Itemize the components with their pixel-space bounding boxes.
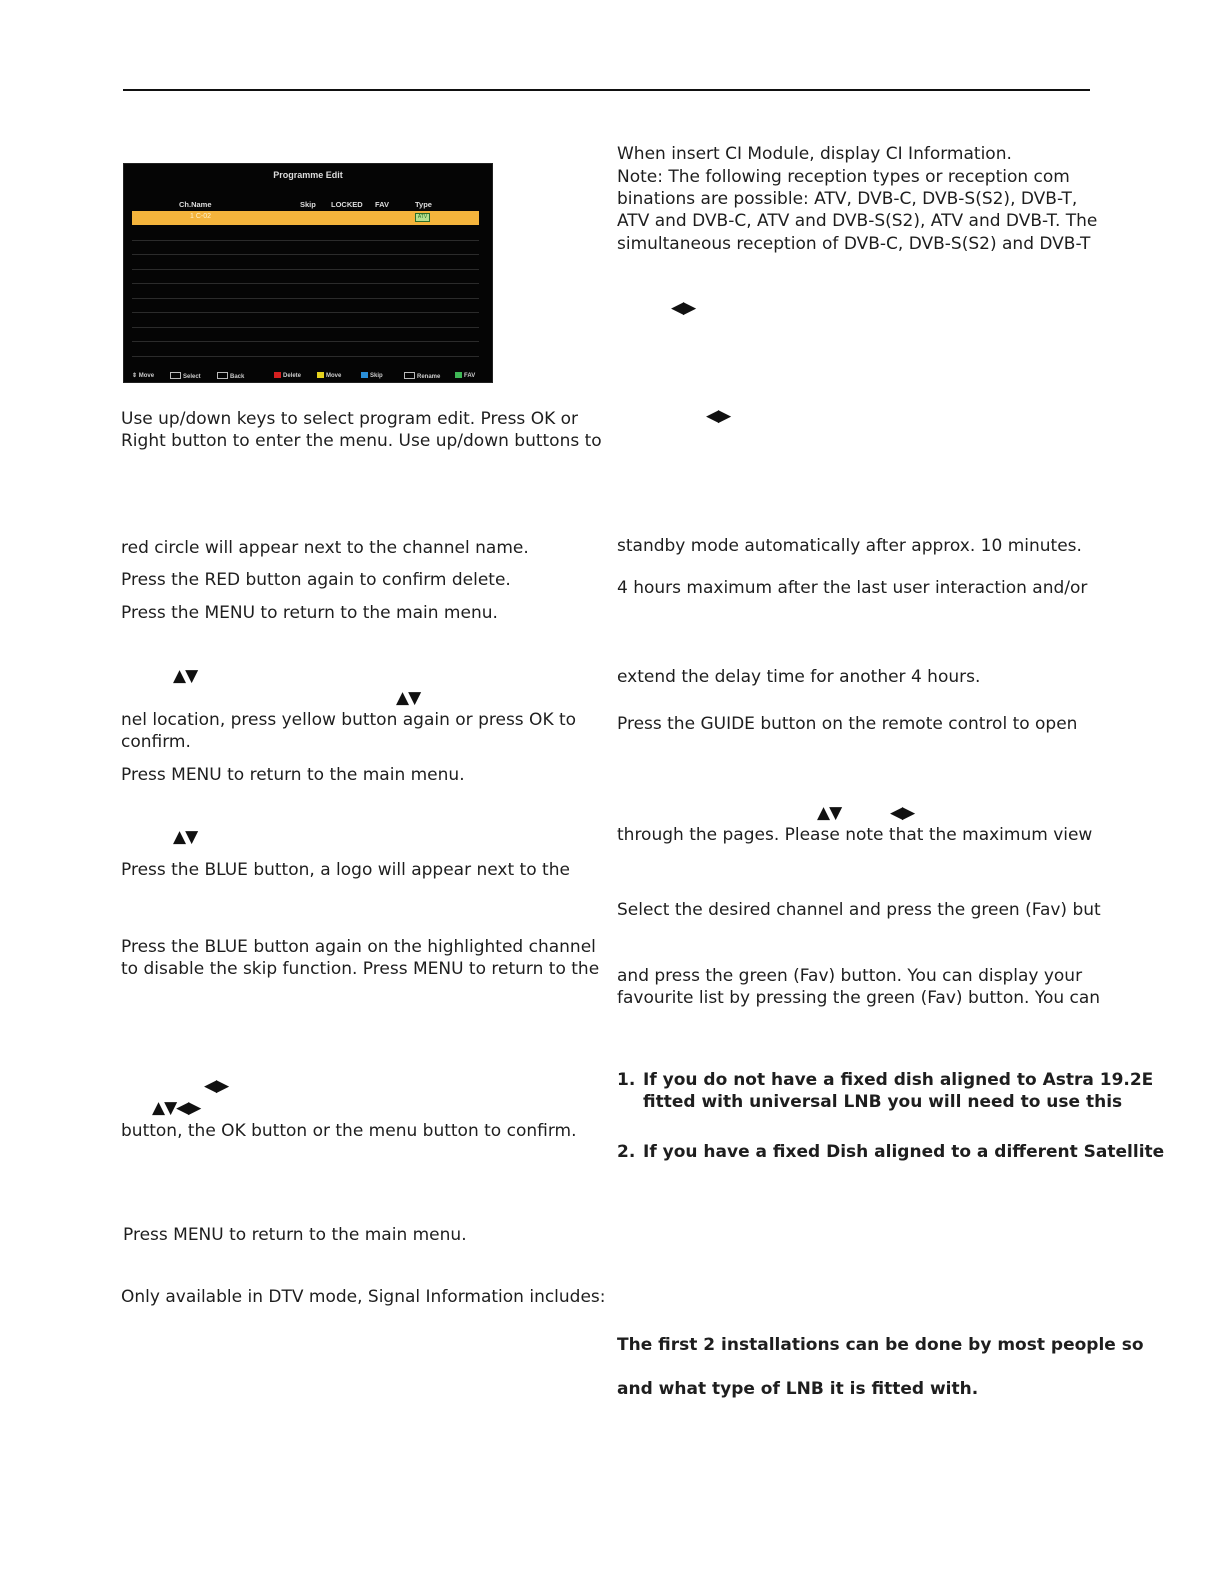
left-right-arrows-icon: ◀▶ xyxy=(204,1076,229,1096)
footer-skip: Skip xyxy=(361,372,383,379)
paragraph-line: Note: The following reception types or reception com xyxy=(617,167,1070,187)
row-divider xyxy=(132,312,479,313)
paragraph-line: and what type of LNB it is fitted with. xyxy=(617,1379,979,1399)
paragraph-line: and press the green (Fav) button. You can display your xyxy=(617,966,1083,986)
programme-edit-screenshot xyxy=(123,163,493,383)
list-item-line: fitted with universal LNB you will need to use this xyxy=(643,1092,1123,1112)
column-header-locked: LOCKED xyxy=(331,200,363,209)
paragraph-line: Right button to enter the menu. Use up/down buttons to xyxy=(121,431,602,451)
menu-key-icon xyxy=(217,372,228,379)
left-right-arrows-icon: ◀▶ xyxy=(706,406,731,426)
paragraph-line: favourite list by pressing the green (Fav) button. You can xyxy=(617,988,1101,1008)
footer-fav: FAV xyxy=(455,372,475,379)
paragraph-line: simultaneous reception of DVB-C, DVB-S(S2) and DVB-T xyxy=(617,234,1091,254)
paragraph-line: 4 hours maximum after the last user interaction and/or xyxy=(617,578,1088,598)
paragraph-line: Press the BLUE button, a logo will appear next to the xyxy=(121,860,570,880)
green-key-icon xyxy=(455,372,462,378)
paragraph-line: binations are possible: ATV, DVB-C, DVB-S(S2), DVB-T, xyxy=(617,189,1078,209)
paragraph-line: Press the GUIDE button on the remote control to open xyxy=(617,714,1078,734)
up-down-arrow-icon: ⇕ xyxy=(132,373,138,379)
paragraph-line: button, the OK button or the menu button to confirm. xyxy=(121,1121,577,1141)
up-down-arrows-icon: ▲▼ xyxy=(817,803,842,823)
footer-delete: Delete xyxy=(274,372,301,379)
header-rule xyxy=(123,89,1090,91)
tv-title: Programme Edit xyxy=(273,170,343,180)
row-divider xyxy=(132,356,479,357)
paragraph-line: When insert CI Module, display CI Information. xyxy=(617,144,1012,164)
paragraph-line: Press the BLUE button again on the highlighted channel xyxy=(121,937,596,957)
red-key-icon xyxy=(274,372,281,378)
row-divider xyxy=(132,283,479,284)
left-right-arrows-icon: ◀▶ xyxy=(671,298,696,318)
column-header-type: Type xyxy=(415,200,432,209)
footer-back: Back xyxy=(217,372,244,380)
paragraph-line: confirm. xyxy=(121,732,191,752)
paragraph-line: Press MENU to return to the main menu. xyxy=(123,1225,467,1245)
row-divider xyxy=(132,240,479,241)
paragraph-line: nel location, press yellow button again or press OK to xyxy=(121,710,577,730)
paragraph-line: The first 2 installations can be done by most people so xyxy=(617,1335,1144,1355)
footer-move-yellow: Move xyxy=(317,372,341,379)
column-header-fav: FAV xyxy=(375,200,390,209)
paragraph-line: Press the RED button again to confirm delete. xyxy=(121,570,511,590)
channel-type-badge: ATV xyxy=(415,213,430,222)
row-divider xyxy=(132,269,479,270)
row-divider xyxy=(132,254,479,255)
paragraph-line: standby mode automatically after approx. 10 minutes. xyxy=(617,536,1082,556)
list-number: 1. xyxy=(617,1070,636,1090)
list-item-line: If you have a fixed Dish aligned to a different Satellite xyxy=(643,1142,1165,1162)
paragraph-line: red circle will appear next to the channel name. xyxy=(121,538,529,558)
ok-key-icon xyxy=(170,372,181,379)
paragraph-line: extend the delay time for another 4 hours. xyxy=(617,667,981,687)
paragraph-line: Press MENU to return to the main menu. xyxy=(121,765,465,785)
paragraph-line: Select the desired channel and press the green (Fav) but xyxy=(617,900,1101,920)
yellow-key-icon xyxy=(317,372,324,378)
paragraph-line: ATV and DVB-C, ATV and DVB-S(S2), ATV and DVB-T. The xyxy=(617,211,1098,231)
tv-footer-legend xyxy=(124,370,492,382)
up-down-arrows-icon: ▲▼ xyxy=(173,666,198,686)
four-way-arrows-icon: ▲▼◀▶ xyxy=(152,1098,201,1118)
column-header-ch-name: Ch.Name xyxy=(179,200,212,209)
up-down-arrows-icon: ▲▼ xyxy=(396,688,421,708)
paragraph-line: Press the MENU to return to the main menu. xyxy=(121,603,498,623)
up-down-arrows-icon: ▲▼ xyxy=(173,827,198,847)
paragraph-line: Use up/down keys to select program edit. Press OK or xyxy=(121,409,579,429)
footer-select: Select xyxy=(170,372,201,380)
left-right-arrows-icon: ◀▶ xyxy=(890,803,915,823)
key-icon xyxy=(404,372,415,379)
list-item-line: If you do not have a fixed dish aligned to Astra 19.2E xyxy=(643,1070,1154,1090)
column-header-skip: Skip xyxy=(300,200,316,209)
row-divider xyxy=(132,341,479,342)
paragraph-line: Only available in DTV mode, Signal Information includes: xyxy=(121,1287,606,1307)
paragraph-line: to disable the skip function. Press MENU to return to the xyxy=(121,959,600,979)
footer-move: ⇕ Move xyxy=(132,373,155,379)
channel-name: 1 C-02 xyxy=(190,213,212,220)
list-number: 2. xyxy=(617,1142,636,1162)
row-divider xyxy=(132,327,479,328)
footer-rename: Rename xyxy=(404,372,440,380)
paragraph-line: through the pages. Please note that the maximum view xyxy=(617,825,1093,845)
blue-key-icon xyxy=(361,372,368,378)
row-divider xyxy=(132,298,479,299)
